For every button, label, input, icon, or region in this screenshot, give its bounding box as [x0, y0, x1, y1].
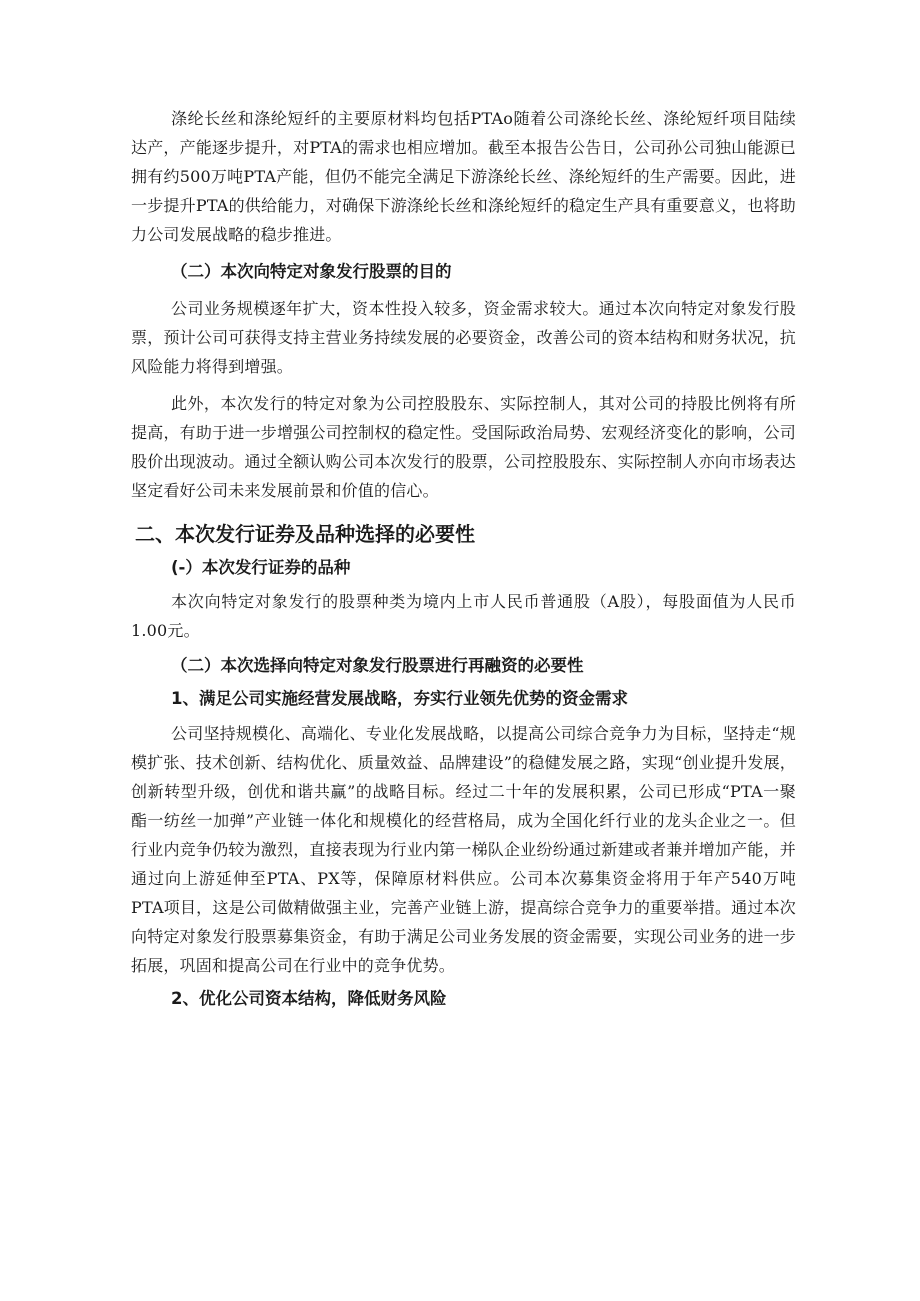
section-heading-necessity: 二、本次发行证券及品种选择的必要性	[135, 522, 475, 546]
subheading-strategy-funding: 1、满足公司实施经营发展战略，夯实行业领先优势的资金需求	[171, 689, 628, 708]
heading-issuance-purpose: （二）本次向特定对象发行股票的目的	[171, 262, 452, 281]
paragraph-purpose-capital: 公司业务规模逐年扩大，资本性投入较多，资金需求较大。通过本次向特定对象发行股票，预计公司可获得支持主营业务持续发展的必要资金，改善公司的资本结构和财务状况，抗风险能力将得到增强。	[131, 299, 796, 376]
document-page	[131, 104, 796, 1013]
paragraph-purpose-control: 此外，本次发行的特定对象为公司控股股东、实际控制人，其对公司的持股比例将有所提高，有助于进一步增强公司控制权的稳定性。受国际政治局势、宏观经济变化的影响，公司股价出现波动。通过全额认购公司本次发行的股票，公司控股股东、实际控制人亦向市场表达坚定看好公司未来发展前景和价值的信心。	[131, 394, 796, 500]
paragraph-security-variety: 本次向特定对象发行的股票种类为境内上市人民币普通股（A股），每股面值为人民币1.00元。	[131, 592, 796, 640]
paragraph-development-strategy: 公司坚持规模化、高端化、专业化发展战略，以提高公司综合竞争力为目标，坚持走“规模扩张、技术创新、结构优化、质量效益、品牌建设”的稳健发展之路，实现“创业提升发展，创新转型升级，创优和谐共赢”的战略目标。经过二十年的发展积累，公司已形成“PTA一聚酯一纺丝一加弹”产业链一体化和规模化的经营格局，成为全国化纤行业的龙头企业之一。但行业内竞争仍较为激烈，直接表现为行业内第一梯队企业纷纷通过新建或者兼并增加产能，并通过向上游延伸至PTA、PX等，保障原材料供应。公司本次募集资金将用于年产540万吨PTA项目，这是公司做精做强主业，完善产业链上游，提高综合竞争力的重要举措。通过本次向特定对象发行股票募集资金，有助于满足公司业务发展的资金需要，实现公司业务的进一步拓展，巩固和提高公司在行业中的竞争优势。	[131, 724, 796, 975]
subheading-capital-structure: 2、优化公司资本结构，降低财务风险	[171, 989, 447, 1008]
heading-refinancing-necessity: （二）本次选择向特定对象发行股票进行再融资的必要性	[171, 656, 584, 675]
paragraph-pta-demand: 涤纶长丝和涤纶短纤的主要原材料均包括PTAo随着公司涤纶长丝、涤纶短纤项目陆续达产，产能逐步提升，对PTA的需求也相应增加。截至本报告公告日，公司孙公司独山能源已拥有约500万吨PTA产能，但仍不能完全满足下游涤纶长丝、涤纶短纤的生产需要。因此，进一步提升PTA的供给能力，对确保下游涤纶长丝和涤纶短纤的稳定生产具有重要意义，也将助力公司发展战略的稳步推进。	[131, 109, 796, 244]
heading-security-variety: (-）本次发行证券的品种	[171, 558, 351, 577]
